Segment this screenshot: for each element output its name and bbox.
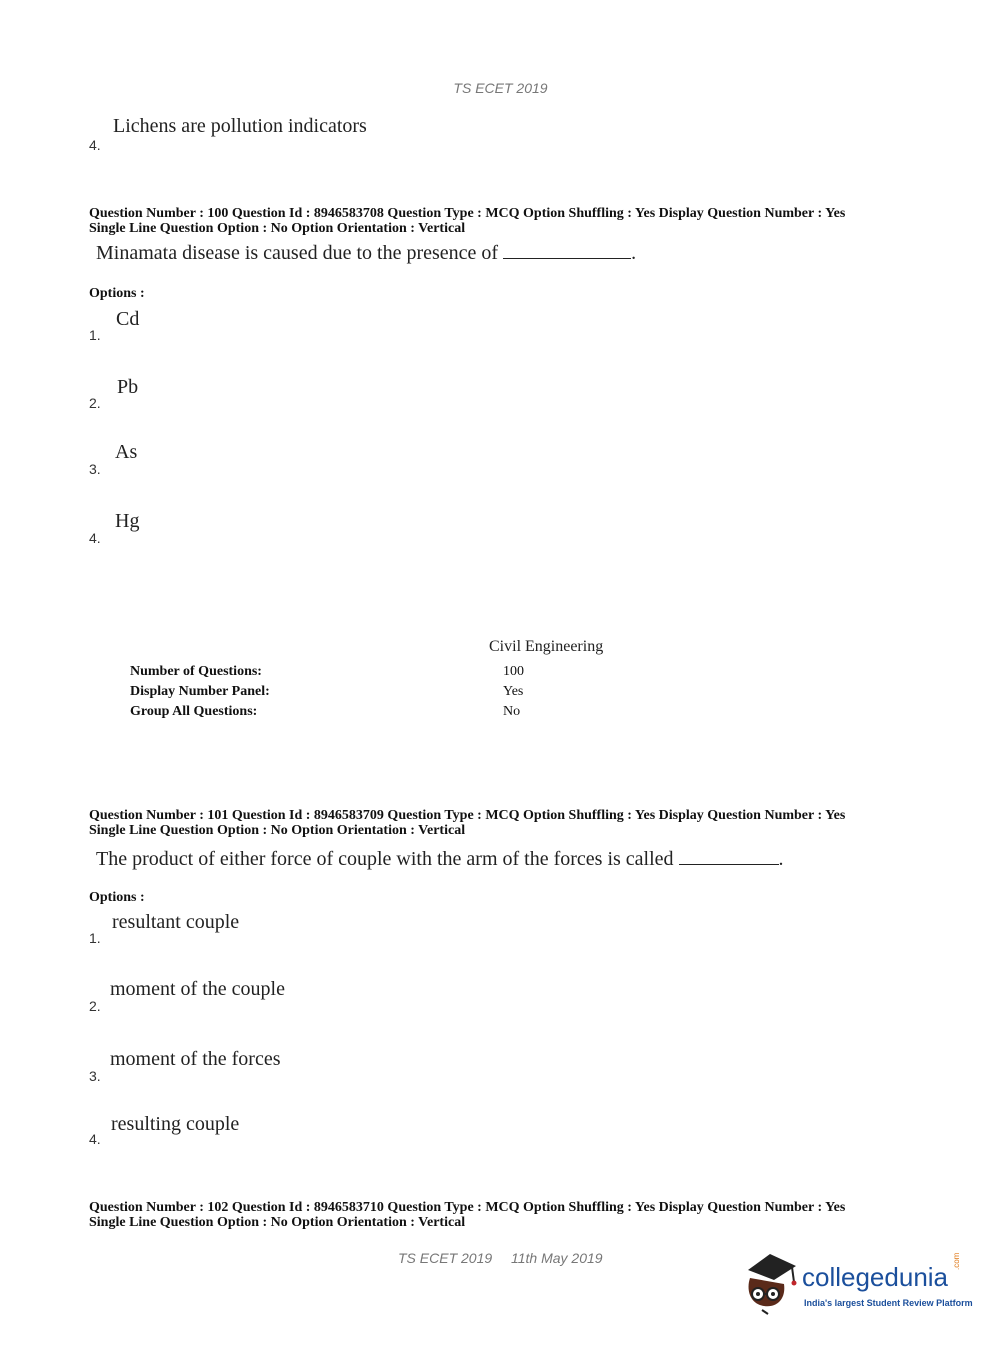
q101-option-3-number: 3.	[89, 1068, 101, 1084]
logo-name: collegedunia	[802, 1262, 949, 1292]
q101-option-2-text: moment of the couple	[110, 978, 285, 1000]
q102-meta-line2: Single Line Question Option : No Option Orientation : Vertical	[89, 1215, 466, 1230]
section-row-2-value: Yes	[503, 684, 524, 699]
prev-option-4-number: 4.	[89, 137, 101, 153]
q100-option-1-number: 1.	[89, 327, 101, 343]
page-header-title: TS ECET 2019	[453, 80, 548, 96]
q102-meta-line1: Question Number : 102 Question Id : 8946583710 Question Type : MCQ Option Shuffling : Yes Display Question Number : Yes	[89, 1200, 846, 1215]
q100-option-4-text: Hg	[115, 510, 140, 532]
section-row-1-label: Number of Questions:	[130, 664, 262, 679]
footer-date: 11th May 2019	[511, 1250, 603, 1266]
q101-option-3-text: moment of the forces	[110, 1048, 281, 1070]
q101-option-1-text: resultant couple	[112, 911, 240, 933]
q101-meta-line1: Question Number : 101 Question Id : 8946583709 Question Type : MCQ Option Shuffling : Yes Display Question Number : Yes	[89, 808, 846, 823]
section-row-2-label: Display Number Panel:	[130, 684, 270, 699]
q101-answer-blank	[679, 850, 779, 865]
q101-option-4-text: resulting couple	[111, 1113, 240, 1135]
q100-option-2-text: Pb	[117, 376, 139, 398]
section-title: Civil Engineering	[489, 638, 604, 655]
q101-options-label: Options :	[89, 890, 145, 905]
q100-option-1-text: Cd	[116, 308, 140, 330]
q101-option-4-number: 4.	[89, 1131, 101, 1147]
q100-question-text	[96, 242, 636, 265]
q101-question-text	[96, 848, 784, 871]
q100-option-2-number: 2.	[89, 395, 101, 411]
q100-option-3-text: As	[115, 441, 138, 463]
q101-question-body: The product of either force of couple with the arm of the forces is called	[96, 848, 674, 870]
section-row-3-label: Group All Questions:	[130, 704, 258, 719]
q101-option-1-number: 1.	[89, 930, 101, 946]
q101-meta-line2: Single Line Question Option : No Option Orientation : Vertical	[89, 823, 466, 838]
q100-question-body: Minamata disease is caused due to the presence of	[96, 242, 499, 264]
q100-option-3-number: 3.	[89, 461, 101, 477]
q100-meta-line1: Question Number : 100 Question Id : 8946583708 Question Type : MCQ Option Shuffling : Yes Display Question Number : Yes	[89, 206, 846, 221]
q100-meta-line2: Single Line Question Option : No Option Orientation : Vertical	[89, 221, 466, 236]
logo-suffix: .com	[952, 1252, 961, 1270]
prev-option-4-text: Lichens are pollution indicators	[113, 115, 367, 137]
q100-answer-blank	[503, 244, 631, 259]
footer-exam: TS ECET 2019	[398, 1250, 493, 1266]
logo-tagline: India's largest Student Review Platform	[804, 1298, 973, 1308]
section-row-1-value: 100	[503, 664, 524, 679]
mascot-icon	[740, 1248, 802, 1318]
collegedunia-logo	[740, 1248, 973, 1318]
q100-option-4-number: 4.	[89, 530, 101, 546]
q101-question-end: .	[778, 848, 784, 870]
section-row-3-value: No	[503, 704, 521, 719]
q100-options-label: Options :	[89, 286, 145, 301]
q100-question-end: .	[631, 242, 637, 264]
q101-option-2-number: 2.	[89, 998, 101, 1014]
